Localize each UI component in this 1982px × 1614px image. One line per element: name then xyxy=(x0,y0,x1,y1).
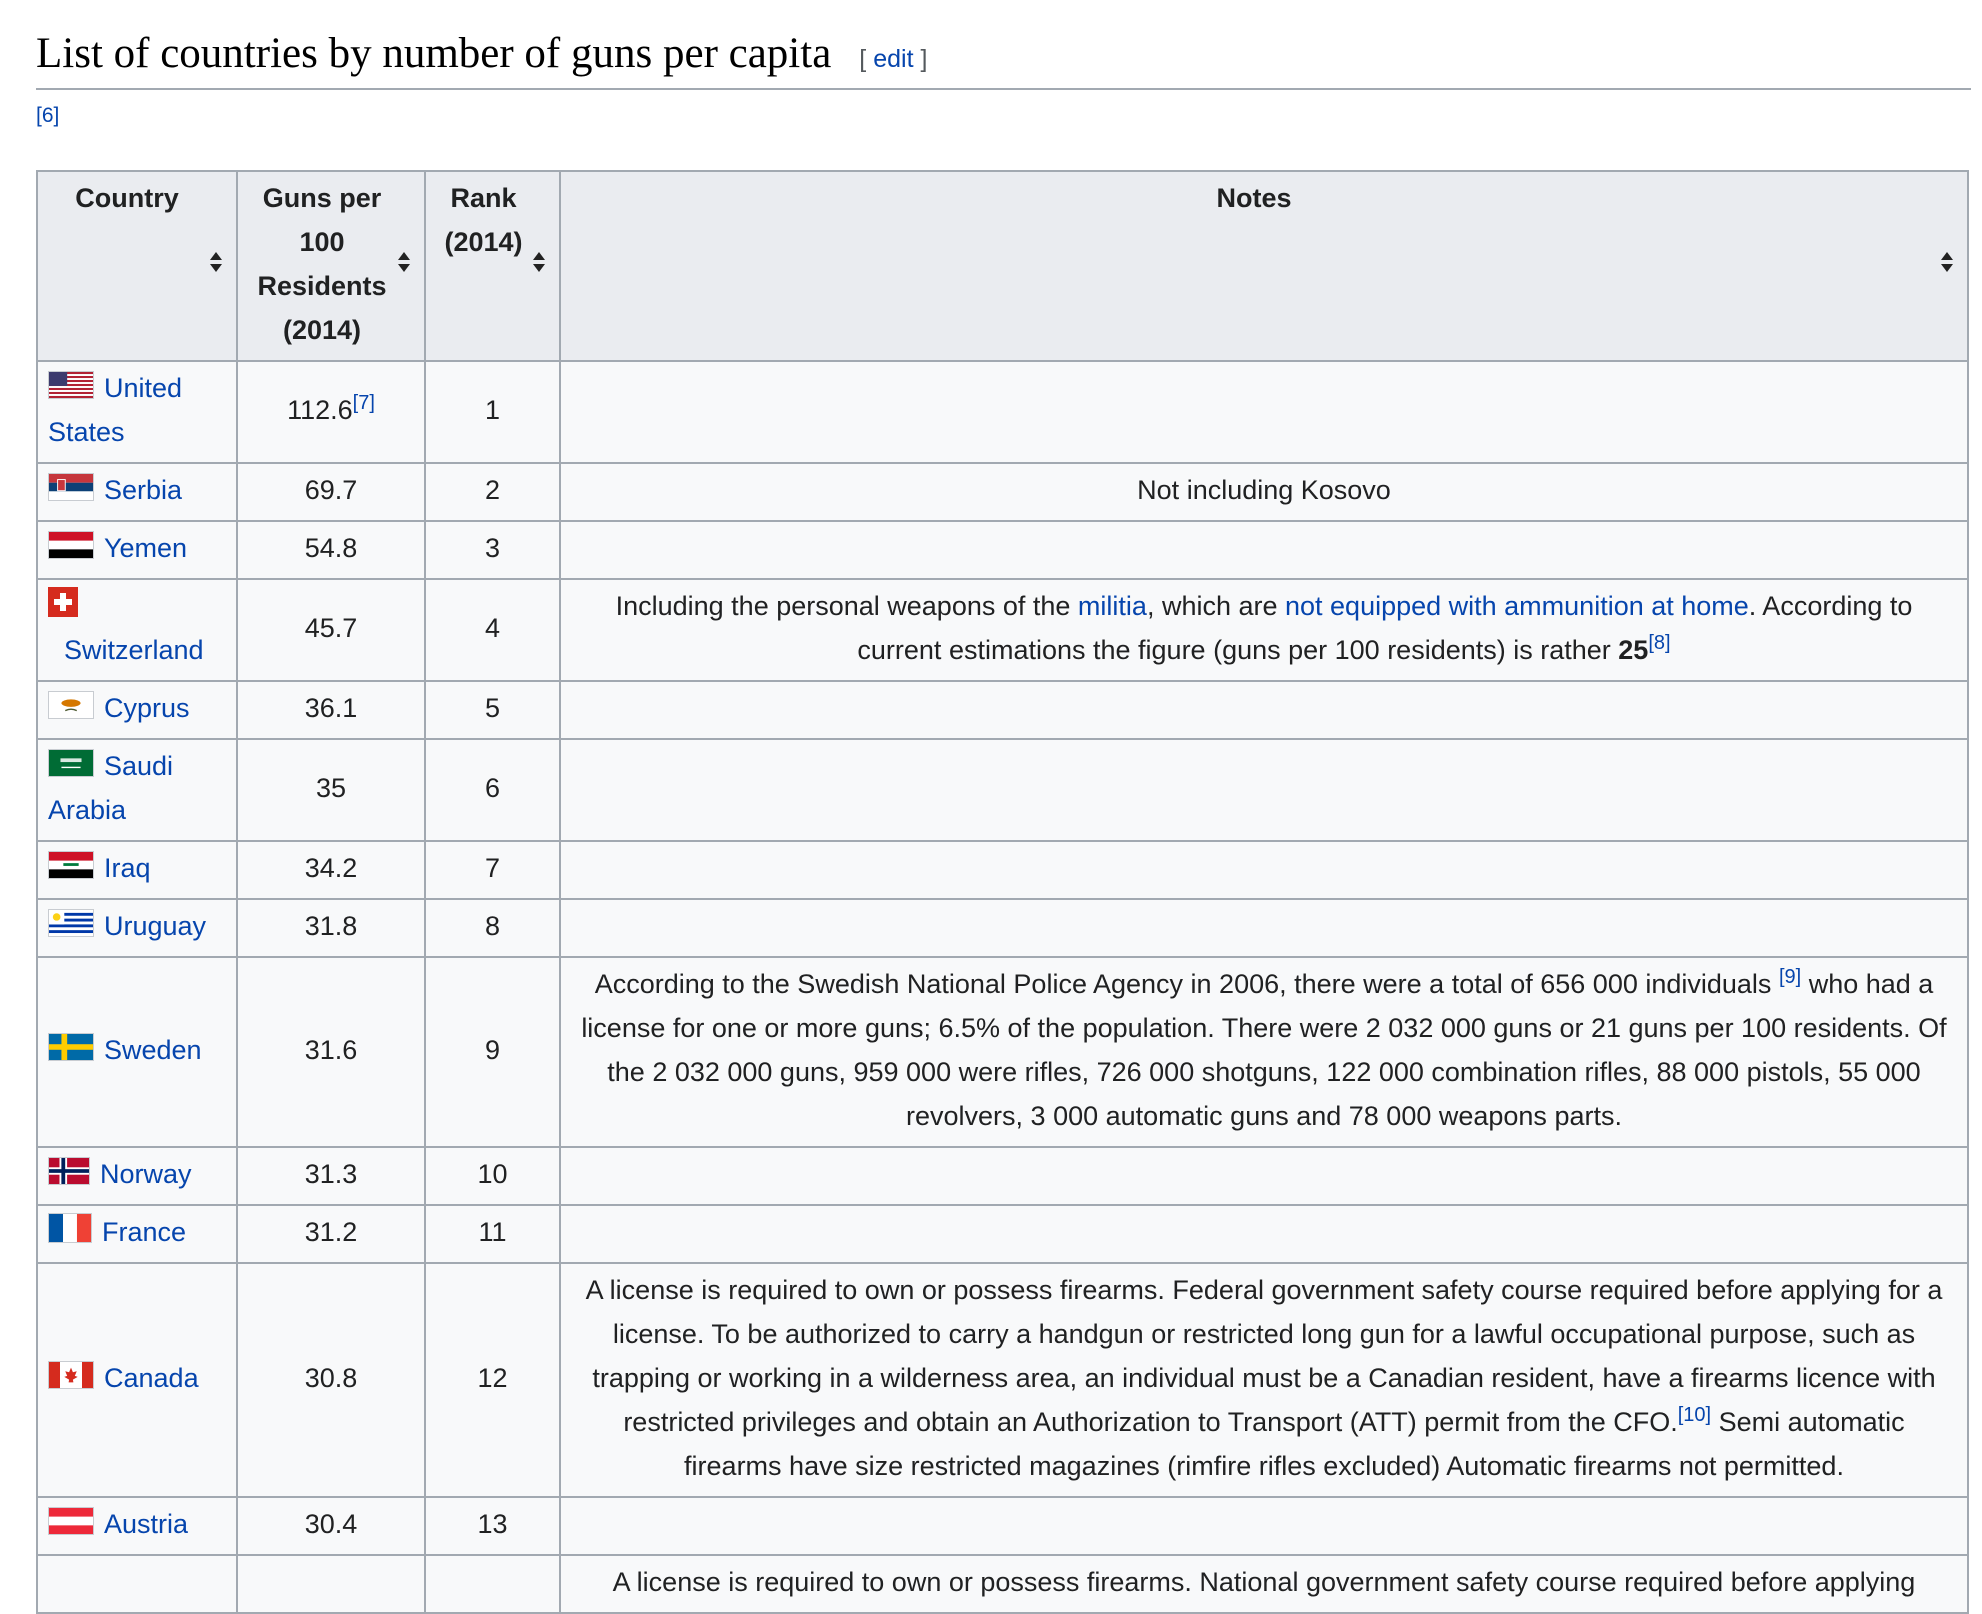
notes-cell: Not including Kosovo xyxy=(560,463,1968,521)
table-row xyxy=(37,1263,1968,1497)
country-link[interactable]: United States xyxy=(48,373,183,447)
militia-link[interactable]: militia xyxy=(1077,591,1147,621)
notes-cell xyxy=(560,681,1968,739)
flag-uruguay-icon xyxy=(48,909,94,937)
sort-arrows-icon[interactable] xyxy=(1941,252,1953,274)
notes-cell: A license is required to own or possess firearms. National government safety course required before applying xyxy=(560,1555,1968,1613)
table-row xyxy=(37,739,1968,841)
table-row xyxy=(37,1497,1968,1555)
table-row xyxy=(37,1555,1968,1613)
flag-serbia-icon xyxy=(48,473,94,501)
country-link[interactable]: Sweden xyxy=(104,1035,202,1065)
notes-cell xyxy=(560,1205,1968,1263)
sort-arrows-icon[interactable] xyxy=(210,252,222,274)
rank-cell xyxy=(425,1555,560,1613)
flag-france-icon xyxy=(48,1213,92,1243)
country-cell xyxy=(37,463,237,521)
guns-cell: 30.4 xyxy=(237,1497,425,1555)
flag-yemen-icon xyxy=(48,531,94,559)
country-cell xyxy=(37,899,237,957)
table-row xyxy=(37,681,1968,739)
section-heading xyxy=(36,26,1971,90)
column-header-country[interactable]: Country xyxy=(37,171,237,361)
rank-cell: 2 xyxy=(425,463,560,521)
country-cell xyxy=(37,1263,237,1497)
notes-cell xyxy=(560,899,1968,957)
table-row xyxy=(37,579,1968,681)
reference-link-9[interactable]: [9] xyxy=(1778,966,1802,988)
ammunition-link[interactable]: not equipped with ammunition at home xyxy=(1285,591,1749,621)
rank-cell: 7 xyxy=(425,841,560,899)
reference-link-7[interactable]: [7] xyxy=(352,392,375,414)
country-link[interactable]: Yemen xyxy=(104,533,188,563)
guns-cell: 45.7 xyxy=(237,579,425,681)
guns-cell: 31.6 xyxy=(237,957,425,1147)
notes-cell: A license is required to own or possess firearms. Federal government safety course required before applying for a license. To be authorized to carry a handgun or restricted long gun for a lawful occupational purpose, such as trapping or working in a wilderness area, an individual must be a Canadian resident, have a firearms licence with restricted privileges and obtain an Authorization to Transport (ATT) permit from the CFO.[10] Semi automatic firearms have size restricted magazines (rimfire rifles excluded) Automatic firearms not permitted. xyxy=(560,1263,1968,1497)
rank-cell: 5 xyxy=(425,681,560,739)
guns-cell: 54.8 xyxy=(237,521,425,579)
column-header-rank[interactable]: Rank (2014) xyxy=(425,171,560,361)
country-cell xyxy=(37,681,237,739)
rank-cell: 3 xyxy=(425,521,560,579)
table-row xyxy=(37,899,1968,957)
column-header-notes[interactable]: Notes xyxy=(560,171,1968,361)
guns-per-capita-table xyxy=(36,170,1969,1614)
country-cell xyxy=(37,1555,237,1613)
notes-cell xyxy=(560,841,1968,899)
country-link[interactable]: Serbia xyxy=(104,475,183,505)
flag-austria-icon xyxy=(48,1507,94,1535)
table-row xyxy=(37,463,1968,521)
section-title: List of countries by number of guns per capita xyxy=(36,30,832,77)
flag-sweden-icon xyxy=(48,1033,94,1061)
rank-cell: 6 xyxy=(425,739,560,841)
guns-cell: 31.3 xyxy=(237,1147,425,1205)
guns-cell xyxy=(237,1555,425,1613)
guns-cell: 112.6[7] xyxy=(237,361,425,463)
country-cell xyxy=(37,579,237,681)
notes-cell xyxy=(560,1497,1968,1555)
guns-cell: 31.8 xyxy=(237,899,425,957)
rank-cell: 12 xyxy=(425,1263,560,1497)
table-row xyxy=(37,361,1968,463)
guns-cell: 35 xyxy=(237,739,425,841)
country-link[interactable]: Uruguay xyxy=(104,911,207,941)
guns-cell: 36.1 xyxy=(237,681,425,739)
country-link[interactable]: Saudi Arabia xyxy=(48,751,174,825)
country-link[interactable]: Canada xyxy=(104,1363,199,1393)
country-cell xyxy=(37,361,237,463)
country-cell xyxy=(37,1497,237,1555)
guns-cell: 34.2 xyxy=(237,841,425,899)
country-cell xyxy=(37,957,237,1147)
country-link[interactable]: Norway xyxy=(100,1159,192,1189)
flag-iraq-icon xyxy=(48,851,94,879)
country-cell xyxy=(37,841,237,899)
column-header-guns[interactable]: Guns per 100 Residents (2014) xyxy=(237,171,425,361)
table-row xyxy=(37,521,1968,579)
country-cell xyxy=(37,1205,237,1263)
country-link[interactable]: France xyxy=(102,1217,187,1247)
guns-cell: 69.7 xyxy=(237,463,425,521)
rank-cell: 9 xyxy=(425,957,560,1147)
table-row xyxy=(37,957,1968,1147)
rank-cell: 1 xyxy=(425,361,560,463)
sort-arrows-icon[interactable] xyxy=(533,252,545,274)
notes-cell xyxy=(560,361,1968,463)
table-row xyxy=(37,1205,1968,1263)
notes-cell xyxy=(560,521,1968,579)
rank-cell: 8 xyxy=(425,899,560,957)
article-content xyxy=(36,0,1971,1597)
country-link[interactable]: Switzerland xyxy=(64,635,204,665)
country-cell xyxy=(37,521,237,579)
country-cell xyxy=(37,1147,237,1205)
rank-cell: 10 xyxy=(425,1147,560,1205)
country-link[interactable]: Cyprus xyxy=(104,693,190,723)
notes-cell: According to the Swedish National Police Agency in 2006, there were a total of 656 000 individuals [9] who had a license for one or more guns; 6.5% of the population. There were 2 032 000 guns or 21 guns per 100 residents. Of the 2 032 000 guns, 959 000 were rifles, 726 000 shotguns, 122 000 combination rifles, 88 000 pistols, 55 000 revolvers, 3 000 automatic guns and 78 000 weapons parts. xyxy=(560,957,1968,1147)
country-link[interactable]: Austria xyxy=(104,1509,189,1539)
reference-link-10[interactable]: [10] xyxy=(1677,1404,1712,1426)
country-link[interactable]: Iraq xyxy=(104,853,151,883)
flag-cyprus-icon xyxy=(48,691,94,719)
notes-cell xyxy=(560,1147,1968,1205)
flag-saudi-arabia-icon xyxy=(48,749,94,777)
flag-canada-icon xyxy=(48,1361,94,1389)
flag-united-states-icon xyxy=(48,371,94,399)
flag-norway-icon xyxy=(48,1157,90,1185)
reference-link-8[interactable]: [8] xyxy=(1648,632,1671,654)
rank-cell: 4 xyxy=(425,579,560,681)
reference-link-6[interactable]: [6] xyxy=(36,104,60,127)
rank-cell: 11 xyxy=(425,1205,560,1263)
guns-cell: 31.2 xyxy=(237,1205,425,1263)
edit-section: [ edit ] xyxy=(859,45,928,73)
guns-cell: 30.8 xyxy=(237,1263,425,1497)
country-cell xyxy=(37,739,237,841)
table-row xyxy=(37,1147,1968,1205)
rank-cell: 13 xyxy=(425,1497,560,1555)
notes-cell: Including the personal weapons of the militia, which are not equipped with ammunition at home. According to current estimations the figure (guns per 100 residents) is rather 25[8] xyxy=(560,579,1968,681)
sort-arrows-icon[interactable] xyxy=(398,252,410,274)
notes-cell xyxy=(560,739,1968,841)
edit-link[interactable]: edit xyxy=(873,45,914,73)
table-row xyxy=(37,841,1968,899)
flag-switzerland-icon xyxy=(48,587,78,617)
